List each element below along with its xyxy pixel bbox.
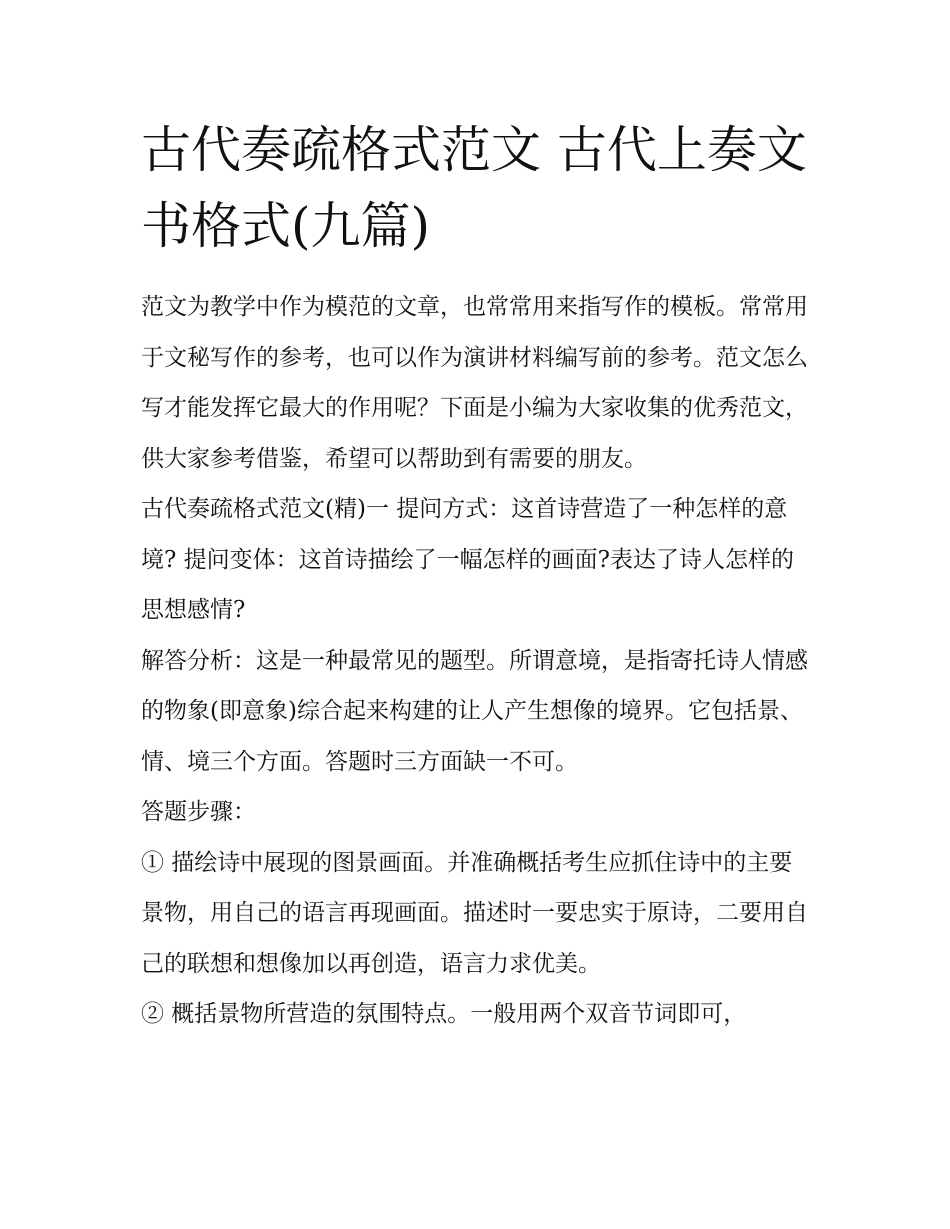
- document-title: 古代奏疏格式范文 古代上奏文书格式(九篇): [141, 121, 807, 255]
- steps-heading: 答题步骤：: [141, 799, 256, 825]
- step-one-paragraph: ① 描绘诗中展现的图景画面。并准确概括考生应抓住诗中的主要景物，用自己的语言再现画面。描述时一要忠实于原诗，二要用自己的联想和想像加以再创造，语言力求优美。: [141, 849, 808, 977]
- intro-paragraph: 范文为教学中作为模范的文章，也常常用来指写作的模板。常常用于文秘写作的参考，也可以作为演讲材料编写前的参考。范文怎么写才能发挥它最大的作用呢？下面是小编为大家收集的优秀范文，供大家参考借鉴，希望可以帮助到有需要的朋友。: [141, 294, 808, 472]
- question-paragraph: 古代奏疏格式范文(精)一 提问方式：这首诗营造了一种怎样的意境? 提问变体：这首诗描绘了一幅怎样的画面?表达了诗人怎样的思想感情?: [141, 496, 794, 623]
- step-two-paragraph: ② 概括景物所营造的氛围特点。一般用两个双音节词即可，: [141, 1001, 747, 1027]
- document-page: [141, 112, 813, 1040]
- analysis-paragraph: 解答分析：这是一种最常见的题型。所谓意境，是指寄托诗人情感的物象(即意象)综合起来构建的让人产生想像的境界。它包括景、情、境三个方面。答题时三方面缺一不可。: [141, 647, 808, 775]
